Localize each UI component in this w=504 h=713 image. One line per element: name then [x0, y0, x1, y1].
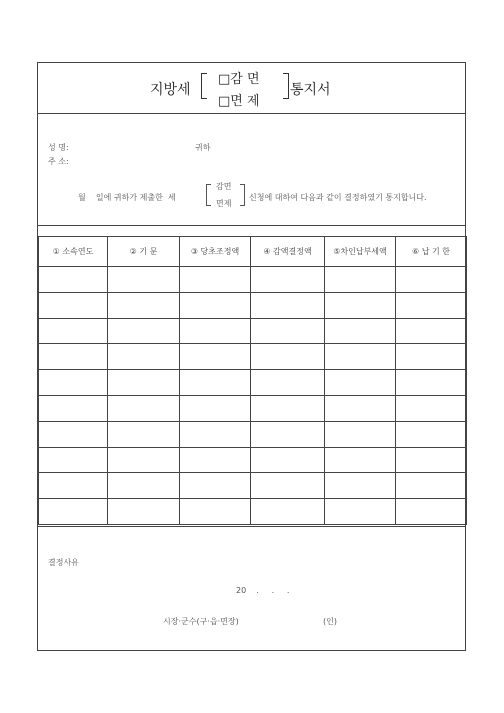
- table-cell[interactable]: [39, 344, 108, 370]
- table-row: [39, 292, 467, 318]
- honorific: 귀하: [195, 143, 211, 152]
- table-cell[interactable]: [251, 499, 325, 525]
- table-cell[interactable]: [251, 318, 325, 344]
- table-row: [39, 370, 467, 396]
- table-cell[interactable]: [396, 370, 467, 396]
- table-cell[interactable]: [108, 292, 180, 318]
- table-cell[interactable]: [180, 267, 251, 293]
- table-cell[interactable]: [39, 292, 108, 318]
- table-cell[interactable]: [325, 499, 396, 525]
- table-cell[interactable]: [180, 499, 251, 525]
- table-cell[interactable]: [251, 267, 325, 293]
- table-cell[interactable]: [396, 292, 467, 318]
- table-row: [39, 421, 467, 447]
- date-line: 20 . . .: [236, 586, 290, 595]
- table-cell[interactable]: [325, 318, 396, 344]
- table-cell[interactable]: [325, 370, 396, 396]
- column-header: ⑤차인납부세액: [325, 237, 396, 267]
- table-row: [39, 499, 467, 525]
- table-cell[interactable]: [180, 318, 251, 344]
- table-cell[interactable]: [180, 447, 251, 473]
- table-row: [39, 267, 467, 293]
- tax-detail-table: [38, 236, 467, 525]
- table-cell[interactable]: [39, 395, 108, 421]
- table-cell[interactable]: [251, 292, 325, 318]
- table-cell[interactable]: [396, 395, 467, 421]
- bracket-option-exemption: 면제: [216, 199, 232, 208]
- decision-section: [38, 526, 465, 652]
- table-cell[interactable]: [39, 421, 108, 447]
- table-cell[interactable]: [39, 499, 108, 525]
- table-row: [39, 344, 467, 370]
- table-row: [39, 473, 467, 499]
- table-cell[interactable]: [108, 318, 180, 344]
- recipient-info-section: [38, 114, 465, 226]
- sentence-left-bracket: [206, 184, 211, 206]
- title-suffix: 통지서: [290, 82, 331, 98]
- table-cell[interactable]: [396, 267, 467, 293]
- table-cell[interactable]: [251, 370, 325, 396]
- table-cell[interactable]: [108, 447, 180, 473]
- title-section: [38, 63, 465, 114]
- signer-title: 시장·군수(구·읍·면장): [163, 617, 239, 626]
- column-header: ③ 당초조정액: [180, 237, 251, 267]
- table-cell[interactable]: [251, 473, 325, 499]
- table-row: [39, 447, 467, 473]
- table-cell[interactable]: [325, 395, 396, 421]
- table-cell[interactable]: [108, 267, 180, 293]
- table-cell[interactable]: [325, 344, 396, 370]
- table-cell[interactable]: [325, 473, 396, 499]
- address-label: 주 소:: [48, 157, 69, 166]
- right-bracket: [283, 73, 289, 99]
- table-cell[interactable]: [251, 421, 325, 447]
- table-cell[interactable]: [251, 395, 325, 421]
- column-header: ⑥ 납 기 한: [396, 237, 467, 267]
- left-bracket: [201, 73, 207, 99]
- column-header: ① 소속연도: [39, 237, 108, 267]
- decision-reason-label: 결정사유: [48, 558, 79, 567]
- bracket-option-reduction: 감면: [216, 182, 232, 191]
- table-cell[interactable]: [396, 318, 467, 344]
- table-cell[interactable]: [108, 473, 180, 499]
- table-cell[interactable]: [396, 473, 467, 499]
- sentence-right-bracket: [240, 184, 245, 206]
- notice-sentence-suffix: 신청에 대하여 다음과 같이 결정하였기 통지합니다.: [249, 193, 427, 202]
- table-cell[interactable]: [108, 344, 180, 370]
- table-cell[interactable]: [108, 395, 180, 421]
- table-cell[interactable]: [39, 370, 108, 396]
- table-cell[interactable]: [39, 447, 108, 473]
- table-row: [39, 318, 467, 344]
- notice-sentence-prefix: 월 일에 귀하가 제출한 세: [78, 193, 176, 202]
- table-cell[interactable]: [325, 447, 396, 473]
- table-cell[interactable]: [396, 344, 467, 370]
- table-cell[interactable]: [325, 292, 396, 318]
- option-exemption[interactable]: □면 제: [218, 94, 260, 109]
- tax-notice-form: [37, 62, 466, 651]
- table-cell[interactable]: [180, 473, 251, 499]
- table-header-row: [39, 237, 467, 267]
- table-cell[interactable]: [39, 318, 108, 344]
- table-cell[interactable]: [108, 370, 180, 396]
- table-cell[interactable]: [325, 267, 396, 293]
- table-cell[interactable]: [180, 395, 251, 421]
- table-cell[interactable]: [396, 421, 467, 447]
- name-label: 성 명:: [48, 143, 69, 152]
- table-cell[interactable]: [39, 267, 108, 293]
- table-cell[interactable]: [108, 499, 180, 525]
- seal-mark: (인): [323, 617, 337, 626]
- table-cell[interactable]: [180, 292, 251, 318]
- table-row: [39, 395, 467, 421]
- column-header: ④ 감액결정액: [251, 237, 325, 267]
- table-cell[interactable]: [251, 344, 325, 370]
- table-cell[interactable]: [251, 447, 325, 473]
- column-header: ② 기 문: [108, 237, 180, 267]
- table-cell[interactable]: [108, 421, 180, 447]
- table-cell[interactable]: [396, 499, 467, 525]
- table-cell[interactable]: [39, 473, 108, 499]
- table-cell[interactable]: [180, 370, 251, 396]
- table-cell[interactable]: [396, 447, 467, 473]
- option-reduction[interactable]: □감 면: [218, 72, 260, 87]
- title-prefix: 지방세: [150, 82, 191, 98]
- table-cell[interactable]: [325, 421, 396, 447]
- table-cell[interactable]: [180, 421, 251, 447]
- table-cell[interactable]: [180, 344, 251, 370]
